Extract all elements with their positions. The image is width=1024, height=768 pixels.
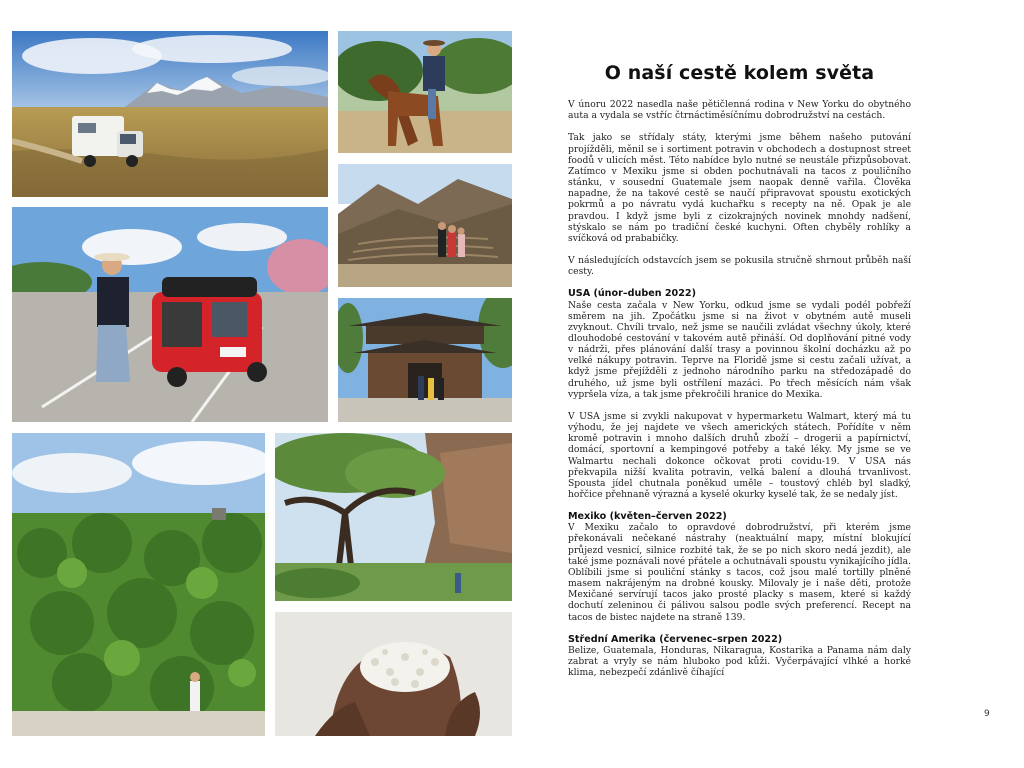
photo-mountain-terraces — [338, 164, 512, 287]
heading-central-america: Střední Amerika (červenec–srpen 2022) — [568, 633, 783, 645]
paragraph-usa-2: V USA jsme si zvykli nakupovat v hypermarketu Walmart, který má tu výhodu, že jej najdete ve všech amerických státech. Pořídíte v něm kromě potravin i mnoho dalších druhů zboží – drogerii a papírnictví, domácí, sportovní a kempingové potřeby a také léky. My jsme se ve Walmartu nechali dokonce očkovat proti covidu-19. V USA nás překvapila nižší kvalita potravin, velká balení a dlouhá trvanlivost. Spousta jídel chutnala poněkud uměle – toustový chléb byl sladký, hořčice přehnaně výrazná a kyselé okurky kyselé tak, že se nedaly jíst. — [568, 410, 911, 500]
heading-usa: USA (únor–duben 2022) — [568, 288, 696, 300]
paragraph-usa-1: Naše cesta začala v New Yorku, odkud jsme se vydali podél pobřeží směrem na jih. Zpočátku jsme si na život v obytném autě museli zvyknout. Chvíli trvalo, než jsme se naučili zvládat všechny úkoly, které dlouhodobé cestování v takovém autě přináší. Od doplňování pitné vody v nádrži, přes plánování další trasy a povinnou školní docházku až po velké nákupy potravin. Teprve na Floridě jsme si cestu začali užívat, a když jsme přejížděli z jednoho národního parku na středozápadě do druhého, už jsme byli ostřílení mazáci. Po třech měsících nám však vypršela víza, a tak jsme překročili hranice do Mexika. — [568, 299, 911, 400]
paragraph-summary-intro: V následujících odstavcích jsem se pokusila stručně shrnout průběh naší cesty. — [568, 255, 911, 278]
photo-trees-cliff — [275, 433, 512, 601]
photo-horse-rider — [338, 31, 512, 153]
paragraph-intro: V únoru 2022 nasedla naše pětičlenná rodina v New Yorku do obytného auta a vydala se vstříc čtrnáctiměsíčnímu dobrodružství na cestách. — [568, 99, 911, 122]
page-number: 9 — [984, 709, 990, 719]
heading-mexico: Mexiko (květen–červen 2022) — [568, 511, 727, 523]
photo-red-tuk-tuk — [12, 207, 328, 422]
photo-temple-gate — [338, 298, 512, 422]
page-title: O naší cestě kolem světa — [604, 62, 875, 84]
paragraph-mexico: V Mexiku začalo to opravdové dobrodružství, při kterém jsme překonávali nečekané nástrahy (neaktuální mapy, místní blokující průjezd vesnicí, silnice rozbité tak, že se po nich skoro nedá jezdit), ale také jsme poznávali nové přátele a ochutnávali spoustu vynikajícího jídla. Oblíbili jsme si pouliční stánky s tacos, což jsou malé tortilly plněné masem nakrájeným na drobné kousky. Milovaly je i naše děti, protože Mexičané servírují tacos jako prosté placky s masem, které si každý dochutí zeleninou či pálivou salsou podle svých preferencí. Recept na tacos de bistec najdete na straně 139. — [568, 522, 911, 623]
paragraph-food: Tak jako se střídaly státy, kterými jsme během našeho putování projížděli, měnil se i sortiment potravin v obchodech a dostupnost street foodů v ulicích měst. Této nabídce bylo nutné se neustále přizpůsobovat. Zatímco v Mexiku jsme si obden pochutnávali na tacos z pouličního stánku, v sousední Guatemale jsem naopak denně vařila. Člověka napadne, že na takové cestě se naučí připravovat spoustu exotických pokrmů a po návratu vydá kuchařku s recepty na ně. Opak je ale pravdou. I když jsme byli z cizokrajných novinek mnohdy nadšení, stýskalo se nám po tradiční české kuchyni. Often chyběly rohlíky a svíčková od prababičky. — [568, 132, 911, 244]
photo-jungle-canopy — [12, 433, 265, 736]
paragraph-central-america: Belize, Guatemala, Honduras, Nikaragua, Kostarika a Panama nám daly zabrat a vryly se nám hluboko pod kůži. Vyčerpávající vlhké a horké klima, nebezpečí zdánlivě číhající — [568, 644, 911, 679]
article-column — [568, 62, 911, 689]
photo-camper-van-mountains — [12, 31, 328, 197]
photo-hands-grains — [275, 612, 512, 736]
